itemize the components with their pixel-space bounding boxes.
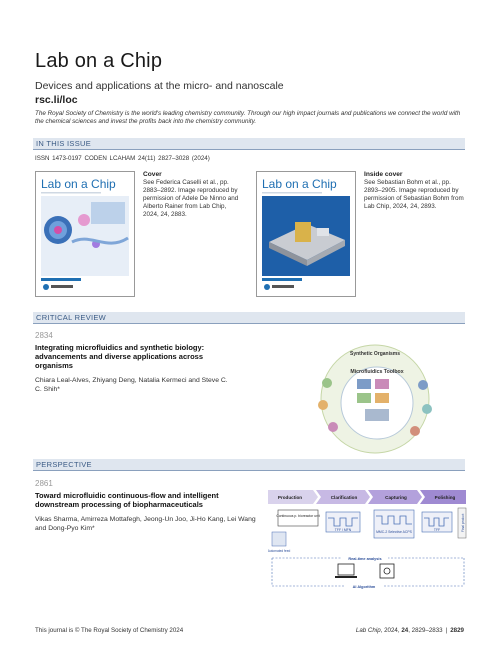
issn-line: ISSN 1473-0197 CODEN LCAHAM 24(11) 2827–3028 (2024) (35, 155, 210, 162)
footer-citation-rest: , 2024, (380, 627, 402, 634)
footer-citation: Lab Chip, 2024, 24, 2829–2833 | 2829 (355, 627, 464, 634)
review-figure (305, 343, 445, 455)
stage-polishing: Polishing (434, 495, 456, 500)
inside-cover-image[interactable] (256, 171, 356, 297)
section-critical-review: CRITICAL REVIEW (33, 312, 465, 324)
footer-citation-pages: , 2829–2833 (408, 627, 443, 634)
inside-cover-illustration (257, 172, 355, 296)
stage-clarification: Clarification (330, 495, 358, 500)
box-bioreactor: Continuous p. bioreactor unit (276, 514, 320, 518)
journal-title: Lab on a Chip (35, 50, 163, 72)
section-in-this-issue: IN THIS ISSUE (33, 138, 465, 150)
perspective-page-number: 2861 (35, 479, 53, 488)
footer-citation-journal: Lab Chip (355, 627, 381, 634)
footer-page-number: 2829 (450, 627, 464, 634)
perspective-title[interactable]: Toward microfluidic continuous-flow and intelligent downstream processing of biopharmaceuticals (35, 491, 219, 509)
journal-blurb: The Royal Society of Chemistry is the world's leading chemistry community. Through our high impact journals and publications we connect the world with the chemical sciences and invest the profits back into the chemistry community. (35, 110, 461, 125)
stage-production: Production (277, 495, 303, 500)
cover-heading: Cover (143, 171, 162, 178)
final-product-label: Final product (461, 513, 465, 532)
footer-copyright: This journal is © The Royal Society of Chemistry 2024 (35, 627, 184, 634)
journal-subtitle: Devices and applications at the micro- and nanoscale (35, 80, 284, 92)
cover-image[interactable] (35, 171, 135, 297)
ai-algorithm-label: AI Algorithm (352, 585, 376, 589)
inside-cover-mini-title: Lab on a Chip (262, 177, 337, 191)
automated-feed-label: Automated feed (268, 549, 291, 553)
journal-url[interactable]: rsc.li/loc (35, 94, 78, 106)
review-page-number: 2834 (35, 331, 53, 340)
downstream-process-diagram (268, 488, 468, 596)
realtime-label: Real-time analysis (348, 557, 382, 561)
inside-cover-caption (364, 171, 464, 211)
inside-cover-heading: Inside cover (364, 171, 403, 178)
review-authors: Chiara Leal-Alves, Zhiyang Deng, Natalia Kermeci and Steve C. C. Shih* (35, 377, 228, 393)
review-title[interactable]: Integrating microfluidics and synthetic biology: advancements and diverse applications across organisms (35, 343, 205, 370)
figure-inner-label: Microfluidics Toolbox (350, 369, 404, 375)
section-perspective: PERSPECTIVE (33, 459, 465, 471)
figure-outer-label: Synthetic Organisms (349, 351, 401, 357)
inside-cover-text: See Sebastian Bohm et al., pp. 2893–2905. Image reproduced by permission of Sebastian Bohm from Lab Chip, 2024, 24, 2893. (364, 179, 464, 210)
stage-capturing: Capturing (385, 495, 407, 500)
cover-illustration (36, 172, 134, 296)
perspective-authors: Vikas Sharma, Amirreza Mottafegh, Jeong-Un Joo, Ji-Ho Kang, Lei Wang and Dong-Pyo Kim* (35, 516, 256, 532)
cover-caption (143, 171, 239, 219)
perspective-figure (268, 488, 468, 596)
box-tff: TFF (433, 528, 441, 532)
synthetic-organisms-diagram (305, 343, 445, 455)
footer-citation-volume: 24 (401, 627, 409, 634)
box-tff-mfn: TFF / MFN (334, 528, 352, 532)
cover-text: See Federica Caselli et al., pp. 2883–2892. Image reproduced by permission of Adele De Ninno and Alberto Rainer from Lab Chip, 2024, 24, 2883. (143, 179, 239, 218)
cover-mini-title: Lab on a Chip (41, 177, 116, 191)
box-mmc: MMC-2 Selective ACPS (376, 530, 412, 534)
